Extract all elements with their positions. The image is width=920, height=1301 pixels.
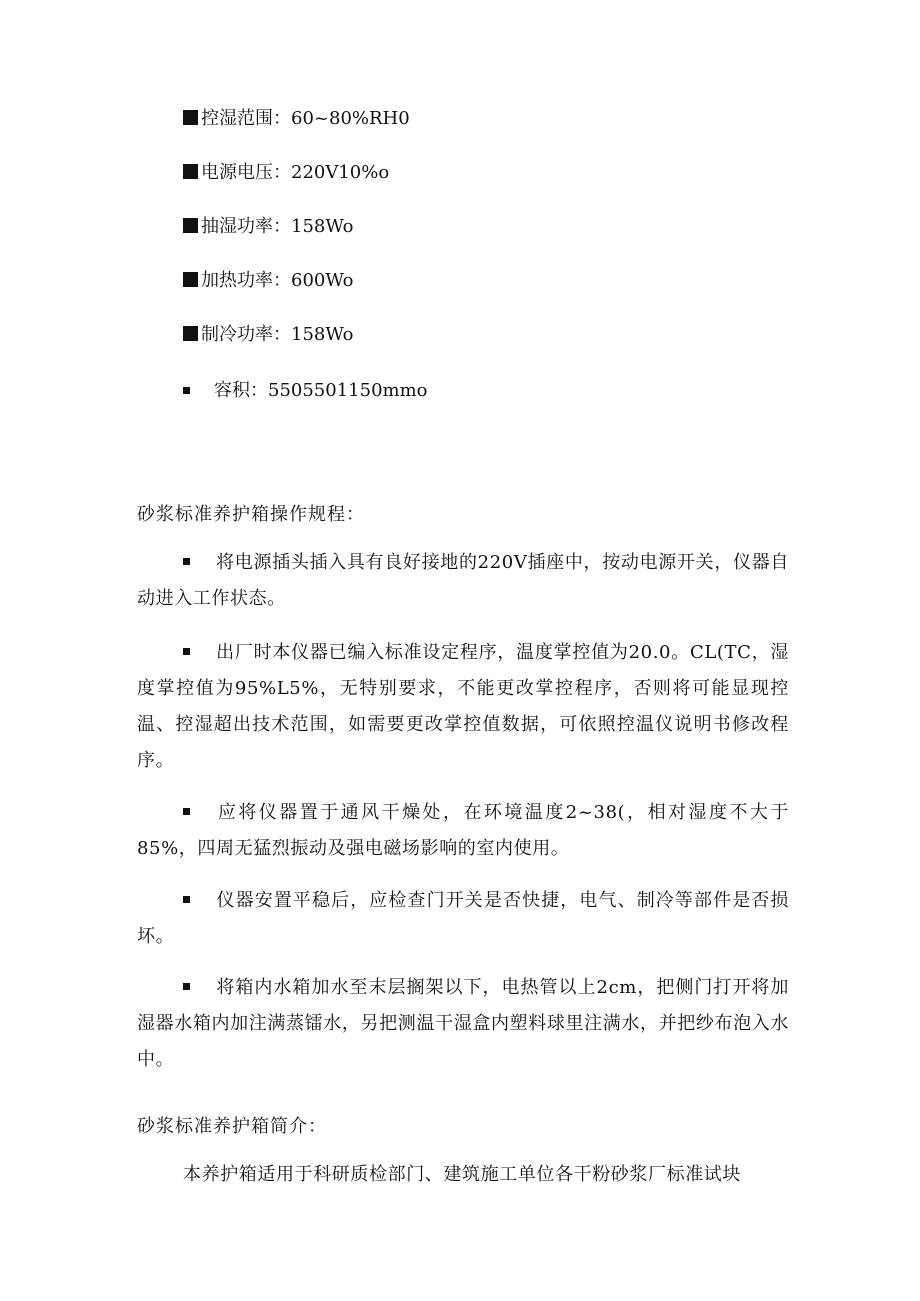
procedure-text: 将箱内水箱加水至末层搁架以下，电热管以上2cm，把侧门打开将加湿器水箱内加注满蒸镭水，另把测温干湿盒内塑料球里注满水，并把纱布泡入水中。 [137,977,789,1070]
procedure-text: 应将仪器置于通风干燥处，在环境温度2~38(，相对湿度不大于85%，四周无猛烈振动及强电磁场影响的室内使用。 [137,802,789,859]
bullet-square-icon [183,387,190,394]
bullet-square-icon [183,164,198,179]
procedure-item-5 [137,970,789,1078]
spec-text: 抽湿功率：158Wo [201,216,354,237]
procedure-item-2 [137,635,789,779]
spec-text: 电源电压：220V10%o [201,162,390,183]
procedure-item-4 [137,883,789,955]
bullet-square-icon [183,983,190,990]
spec-volume [183,379,428,403]
bullet-square-icon [183,326,198,341]
spec-heating-power [183,269,353,293]
spec-dehumidify-power [183,215,353,239]
bullet-square-icon [183,808,190,815]
bullet-square-icon [183,110,198,125]
procedure-text: 仪器安置平稳后，应检查门开关是否快捷，电气、制冷等部件是否损坏。 [137,890,789,947]
spec-humidity-range [183,107,410,131]
procedure-text: 出厂时本仪器已编入标准设定程序，温度掌控值为20.0。CL(TC，湿度掌控值为95%L5%，无特别要求，不能更改掌控程序，否则将可能显现控温、控湿超出技术范围，如需要更改掌控值数据，可依照控温仪说明书修改程序。 [137,642,789,771]
spec-cooling-power [183,323,353,347]
bullet-square-icon [183,896,190,903]
intro-heading: 砂浆标准养护箱简介： [137,1116,327,1137]
procedure-item-1 [137,545,789,617]
spec-text: 容积：5505501150mmo [214,380,428,401]
bullet-square-icon [183,272,198,287]
spec-text: 加热功率：600Wo [201,270,354,291]
intro-text: 本养护箱适用于科研质检部门、建筑施工单位各干粉砂浆厂标准试块 [183,1164,741,1185]
bullet-square-icon [183,558,190,565]
procedure-item-3 [137,795,789,867]
spec-voltage [183,161,389,185]
bullet-square-icon [183,218,198,233]
spec-text: 控湿范围：60~80%RH0 [201,108,410,129]
procedure-text: 将电源插头插入具有良好接地的220V插座中，按动电源开关，仪器自动进入工作状态。 [137,552,789,609]
bullet-square-icon [183,648,190,655]
spec-text: 制冷功率：158Wo [201,324,354,345]
procedure-heading: 砂浆标准养护箱操作规程： [137,504,365,525]
